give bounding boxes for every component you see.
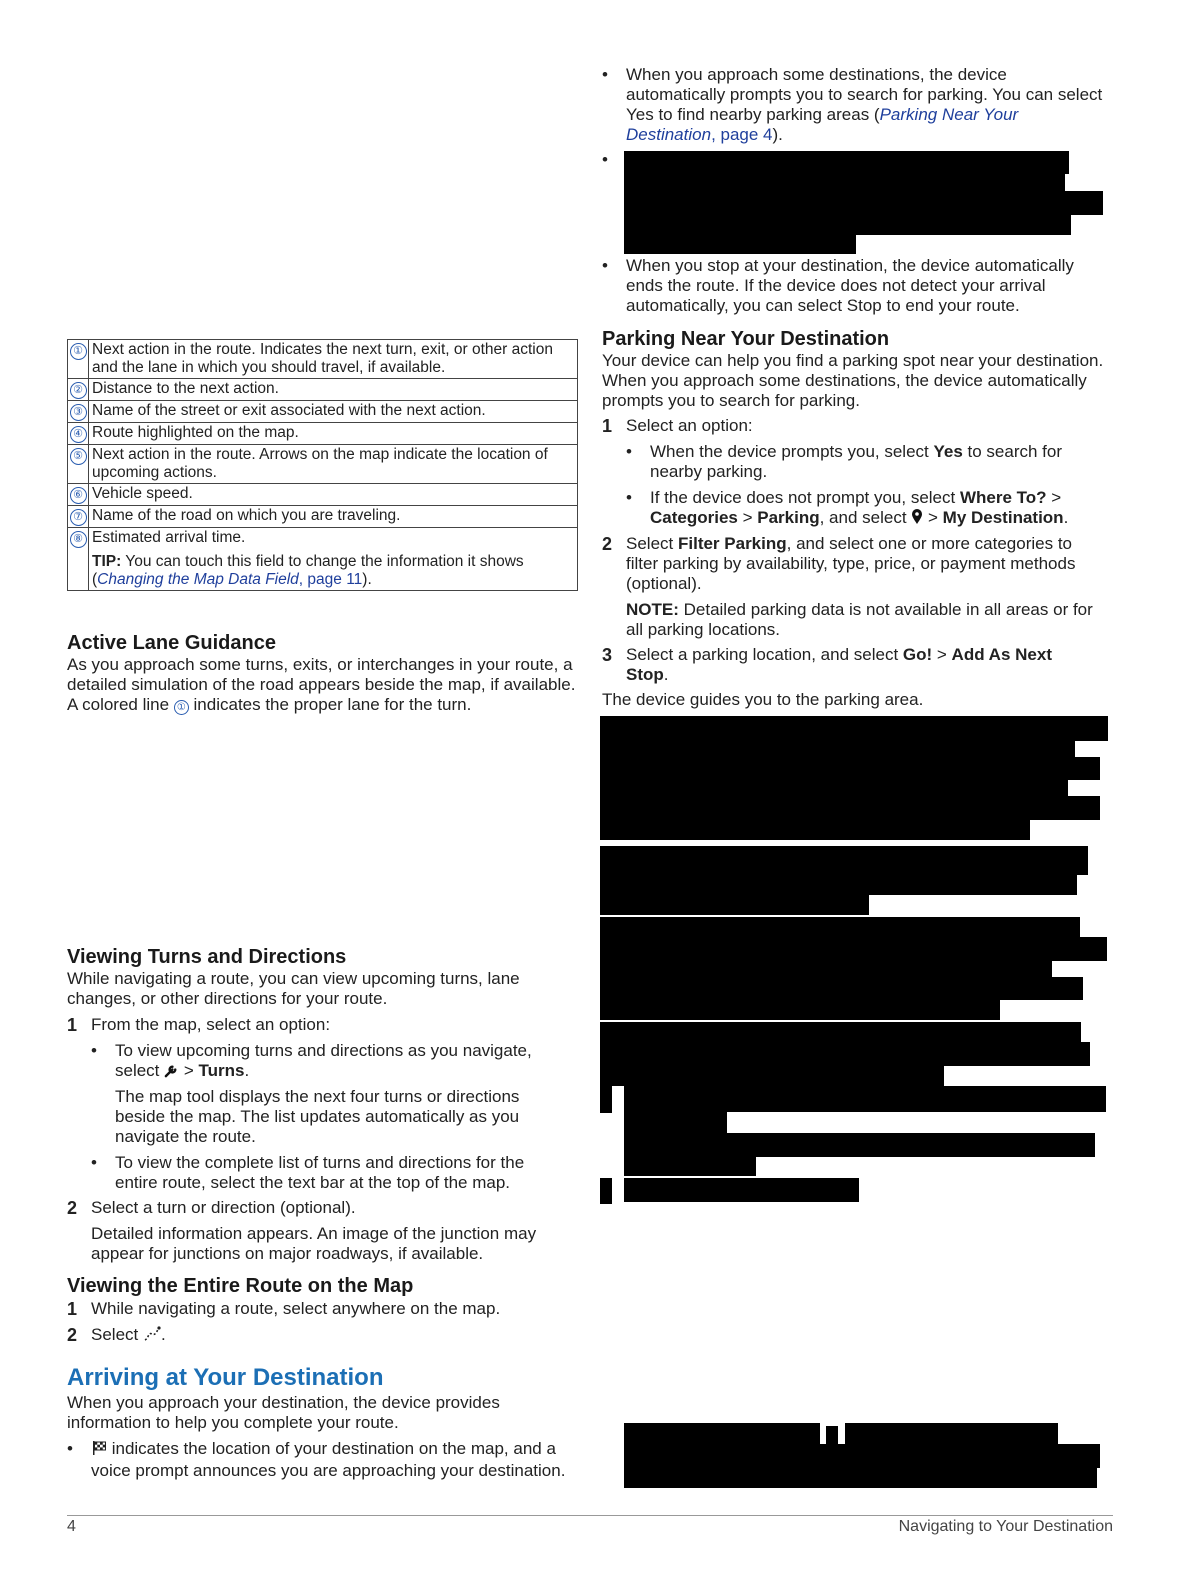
bullet-icon: • — [91, 1153, 97, 1172]
bullet-item — [626, 65, 1106, 145]
active-lane-paragraph — [67, 655, 577, 715]
step-number: 1 — [67, 1299, 78, 1319]
bullet-item — [91, 1439, 581, 1481]
bullet-text: . — [244, 1061, 250, 1080]
step-text — [91, 1325, 166, 1347]
redaction-block — [600, 1042, 1090, 1066]
bullet-text: . — [1063, 508, 1069, 527]
menu-parking: Parking — [757, 508, 820, 527]
step-text: While navigating a route, select anywhere on the map. — [91, 1299, 501, 1318]
bullet-note: The map tool displays the next four turns or directions beside the map. The list updates automatically as you navigate the route. — [115, 1087, 520, 1146]
step-text: From the map, select an option: — [91, 1015, 331, 1034]
step-number: 1 — [67, 1015, 78, 1035]
menu-my-destination: My Destination — [942, 508, 1064, 527]
table-row — [68, 484, 578, 506]
table-cell: Name of the road on which you are traveling. — [89, 506, 578, 528]
separator: > — [923, 508, 943, 527]
bullet-icon: • — [626, 488, 632, 507]
step-text-part: Select — [626, 534, 678, 553]
tip-label: TIP: — [92, 553, 122, 570]
bullet-text: To view upcoming turns and directions as you navigate, select — [115, 1041, 532, 1080]
table-cell: Distance to the next action. — [89, 379, 578, 401]
redaction-block — [600, 961, 1052, 977]
table-row — [68, 506, 578, 528]
bullet-text: If the device does not prompt you, select — [650, 488, 960, 507]
page-number: 4 — [67, 1518, 76, 1535]
callout-number: ① — [174, 700, 189, 715]
redaction-block — [624, 1178, 859, 1202]
redaction-block — [600, 977, 1083, 1000]
tip-end: ). — [362, 571, 372, 588]
note-label: NOTE: — [626, 600, 679, 619]
step-text: Select an option: — [626, 416, 753, 435]
step-text: Select a turn or direction (optional). — [91, 1198, 356, 1217]
redaction-block — [624, 1468, 1097, 1488]
redaction-block — [624, 174, 1065, 191]
wrench-icon — [164, 1063, 179, 1083]
step-text-part: . — [160, 1325, 166, 1344]
bullet-text: to search for nearby parking. — [650, 442, 1063, 481]
step-text — [626, 645, 1096, 685]
bullet-text: , and select — [819, 508, 912, 527]
table-row — [68, 379, 578, 401]
location-pin-icon — [911, 509, 923, 530]
bullet-item: To view the complete list of turns and directions for the entire route, select the text bar at the top of the map. — [115, 1153, 525, 1192]
tip-text: You can touch this field to change the information it shows ( — [92, 553, 524, 588]
redaction-block — [624, 1157, 756, 1176]
bullet-icon: • — [67, 1439, 73, 1458]
step-number: 2 — [602, 534, 613, 554]
section-heading-active-lane: Active Lane Guidance — [67, 632, 276, 654]
table-cell: Next action in the route. Indicates the next turn, exit, or other action and the lane in which you should travel, if available. — [89, 340, 578, 379]
page-reference-link[interactable]: , page 11 — [298, 571, 363, 588]
redaction-block — [600, 780, 1068, 796]
callout-number: ③ — [70, 404, 87, 421]
callout-number: ② — [70, 382, 87, 399]
table-row — [68, 401, 578, 423]
redaction-block — [600, 757, 1100, 780]
step-text-part: . — [663, 665, 669, 684]
redaction-block — [600, 895, 869, 915]
redaction-block — [600, 1022, 1081, 1042]
table-cell — [89, 528, 578, 591]
callout-number: ⑤ — [70, 448, 87, 465]
section-heading-entire-route: Viewing the Entire Route on the Map — [67, 1275, 414, 1297]
table-row — [68, 528, 578, 591]
menu-go: Go! — [902, 645, 933, 664]
step-number: 2 — [67, 1198, 78, 1218]
tip-paragraph — [92, 553, 574, 589]
cross-reference-link[interactable]: Parking Near Your Destination — [626, 105, 1019, 144]
arriving-intro: When you approach your destination, the device provides information to help you complete your route. — [67, 1393, 500, 1432]
redaction-block — [600, 917, 1080, 937]
step-text-part: Select — [91, 1325, 143, 1344]
step-text-part: , and select one or more categories to filter parking by availability, type, price, or payment methods (optional). — [626, 534, 1076, 593]
bullet-text: indicates the location of your destination on the map, and a voice prompt announces you are approaching your destination. — [91, 1439, 566, 1480]
paragraph-text: As you approach some turns, exits, or interchanges in your route, a detailed simulation of the road appears beside the map, if available. A colored line — [67, 655, 576, 714]
redaction-block — [600, 1086, 612, 1113]
bullet-text: When the device prompts you, select — [650, 442, 934, 461]
page-reference-link[interactable]: , page 4 — [711, 125, 773, 144]
separator: > — [932, 645, 952, 664]
table-row — [68, 445, 578, 484]
step-text — [626, 534, 1106, 594]
bullet-text: ). — [772, 125, 783, 144]
step-text-part: Select a parking location, and select — [626, 645, 903, 664]
cross-reference-link[interactable]: Changing the Map Data Field — [97, 571, 299, 588]
redaction-block — [624, 1133, 1095, 1157]
bullet-item: When you stop at your destination, the device automatically ends the route. If the device does not detect your arrival automatically, you can select Stop to end your route. — [626, 256, 1074, 315]
redaction-block — [624, 1112, 727, 1133]
redaction-block — [600, 937, 1107, 961]
step-number: 2 — [67, 1325, 78, 1345]
callout-number: ⑥ — [70, 487, 87, 504]
table-row — [68, 423, 578, 445]
redaction-block — [624, 1444, 1100, 1468]
table-cell: Route highlighted on the map. — [89, 423, 578, 445]
redaction-block — [600, 846, 1088, 875]
table-cell: Next action in the route. Arrows on the map indicate the location of upcoming actions. — [89, 445, 578, 484]
footer-section-title: Navigating to Your Destination — [898, 1518, 1113, 1535]
section-heading-viewing-turns: Viewing Turns and Directions — [67, 946, 347, 968]
bullet-icon: • — [602, 65, 608, 84]
redaction-block — [600, 875, 1077, 895]
redaction-block — [600, 1000, 1000, 1020]
callout-number: ⑧ — [70, 531, 87, 548]
redaction-block — [600, 796, 1100, 820]
bullet-icon: • — [626, 442, 632, 461]
redaction-block — [600, 1178, 612, 1204]
section-heading-arriving: Arriving at Your Destination — [67, 1364, 384, 1391]
redaction-block — [600, 741, 1075, 757]
redaction-block — [624, 1423, 820, 1444]
separator: > — [1046, 488, 1062, 507]
separator: > — [737, 508, 758, 527]
section-heading-parking: Parking Near Your Destination — [602, 328, 890, 350]
bullet-text: When you approach some destinations, the device automatically prompts you to search for parking. You can select Yes to find nearby parking areas ( — [626, 65, 1103, 124]
table-row — [68, 340, 578, 379]
redaction-block — [624, 151, 1069, 174]
redaction-block — [826, 1426, 838, 1444]
table-cell: Name of the street or exit associated with the next action. — [89, 401, 578, 423]
redaction-block — [624, 235, 856, 254]
viewing-turns-intro: While navigating a route, you can view upcoming turns, lane changes, or other directions for your route. — [67, 969, 520, 1008]
step-note: Detailed information appears. An image of the junction may appear for junctions on major roadways, if available. — [91, 1224, 537, 1263]
redaction-block — [624, 1086, 1106, 1112]
bullet-icon: • — [602, 256, 608, 275]
note-text: Detailed parking data is not available in all areas or for all parking locations. — [626, 600, 1093, 639]
menu-where-to: Where To? — [959, 488, 1047, 507]
option-yes: Yes — [933, 442, 963, 461]
menu-add-as-next-stop: Add As Next Stop — [626, 645, 1052, 684]
table-cell-text: Estimated arrival time. — [92, 529, 246, 546]
step-number: 1 — [602, 416, 613, 436]
bullet-item — [650, 442, 1100, 482]
redaction-block — [600, 1066, 944, 1086]
callout-number: ⑦ — [70, 509, 87, 526]
callout-legend-table — [67, 339, 578, 591]
table-cell: Vehicle speed. — [89, 484, 578, 506]
parking-outro: The device guides you to the parking area. — [602, 690, 924, 709]
paragraph-text: indicates the proper lane for the turn. — [188, 695, 472, 714]
menu-categories: Categories — [650, 508, 738, 527]
parking-intro: Your device can help you find a parking spot near your destination. When you approach some destinations, the device automatically prompts you to search for parking. — [602, 351, 1104, 410]
bullet-item — [650, 488, 1100, 530]
note-paragraph — [626, 600, 1101, 640]
bullet-icon: • — [91, 1041, 97, 1060]
step-number: 3 — [602, 645, 613, 665]
redaction-block — [600, 716, 1108, 741]
route-overview-icon — [143, 1326, 161, 1347]
redaction-block — [600, 820, 1030, 840]
redaction-block — [845, 1423, 1058, 1444]
checkered-flag-icon — [91, 1440, 107, 1461]
redaction-block — [624, 191, 1103, 215]
callout-number: ① — [70, 343, 87, 360]
callout-number: ④ — [70, 426, 87, 443]
footer-divider — [67, 1515, 1113, 1516]
menu-filter-parking: Filter Parking — [677, 534, 787, 553]
redaction-block — [624, 215, 1071, 235]
menu-option-turns: Turns — [198, 1061, 245, 1080]
separator: > — [179, 1061, 199, 1080]
bullet-item — [115, 1041, 565, 1083]
bullet-icon: • — [602, 150, 608, 169]
